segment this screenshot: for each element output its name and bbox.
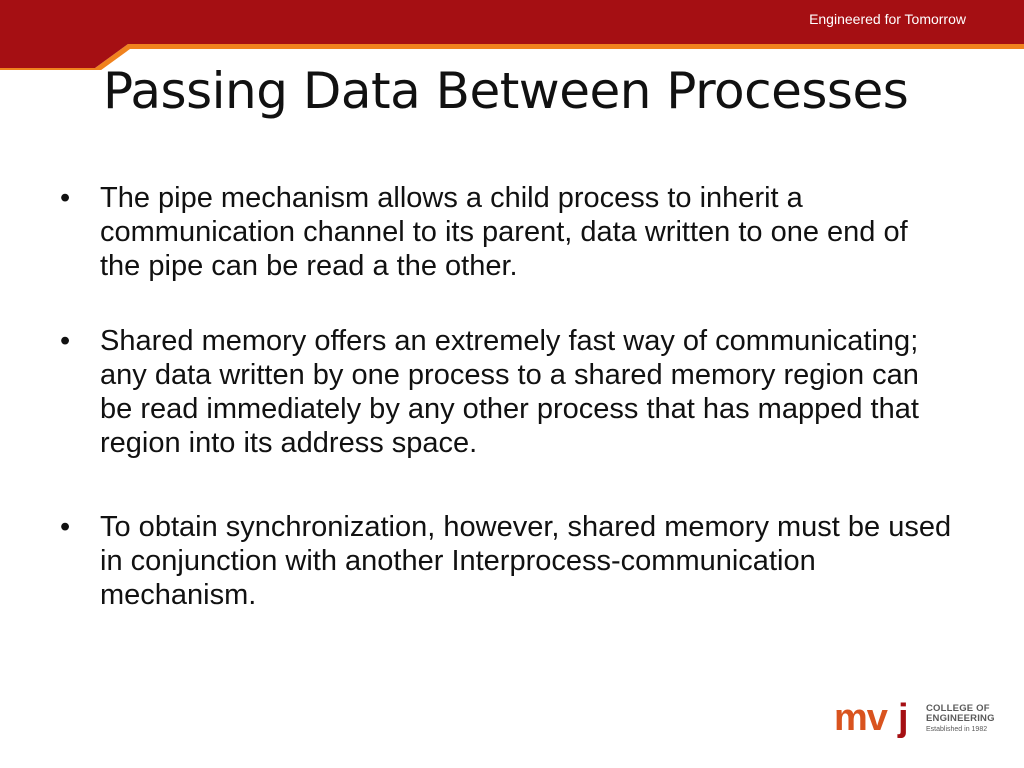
svg-text:mv: mv	[834, 698, 887, 739]
bullet-item	[56, 510, 956, 612]
bullet-item	[56, 324, 956, 460]
bullet-dot-icon: •	[60, 325, 71, 357]
bullet-text: To obtain synchronization, however, shared memory must be used in conjunction with another Interprocess-communication mechanism.	[100, 511, 952, 611]
header-tagline: Engineered for Tomorrow	[809, 11, 966, 27]
logo-line-established: Established in 1982	[926, 726, 988, 733]
bullet-dot-icon: •	[60, 511, 71, 543]
college-logo	[834, 696, 994, 748]
bullet-text: The pipe mechanism allows a child process to inherit a communication channel to its parent, data written to one end of the pipe can be read a the other.	[100, 182, 908, 282]
mvj-logo-icon	[834, 698, 924, 748]
svg-text:j: j	[898, 698, 909, 739]
logo-line-engineering: ENGINEERING	[926, 713, 995, 724]
logo-line-college: COLLEGE OF	[926, 703, 990, 714]
bullet-dot-icon: •	[60, 182, 71, 214]
bullet-text: Shared memory offers an extremely fast way of communicating; any data written by one process to a shared memory region can be read immediately by any other process that has mapped that region into its address space.	[100, 325, 919, 459]
logo-text	[926, 704, 995, 735]
bullet-item	[56, 181, 956, 283]
slide-title: Passing Data Between Processes	[103, 62, 909, 120]
bullet-list	[56, 181, 956, 612]
